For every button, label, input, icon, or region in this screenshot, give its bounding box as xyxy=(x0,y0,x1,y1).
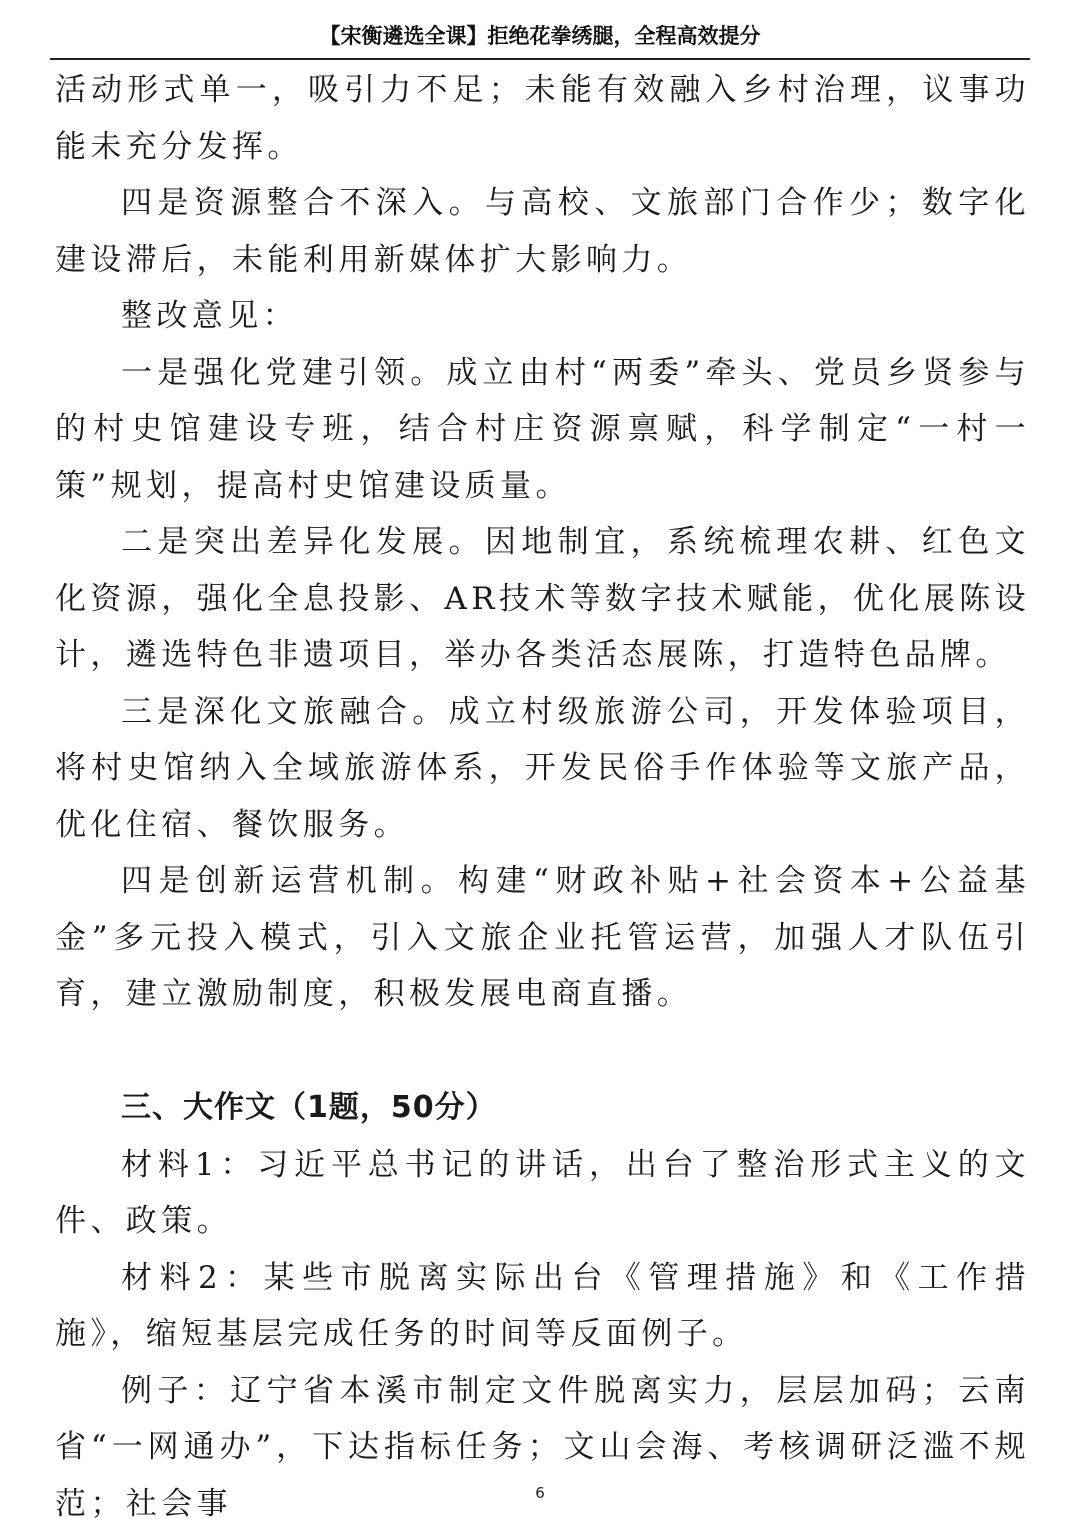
paragraph-continuation: 活动形式单一，吸引力不足；未能有效融入乡村治理，议事功能未充分发挥。 xyxy=(55,62,1030,175)
page-number: 6 xyxy=(0,1484,1080,1502)
material-two: 材料2：某些市脱离实际出台《管理措施》和《工作措施》，缩短基层完成任务的时间等反面例子。 xyxy=(55,1250,1030,1363)
page-header: 【宋衡遴选全课】拒绝花拳绣腿，全程高效提分 xyxy=(0,22,1080,50)
paragraph-point-four: 四是资源整合不深入。与高校、文旅部门合作少；数字化建设滞后，未能利用新媒体扩大影响力。 xyxy=(55,175,1030,288)
suggestion-one: 一是强化党建引领。成立由村“两委”牵头、党员乡贤参与的村史馆建设专班，结合村庄资源禀赋，科学制定“一村一策”规划，提高村史馆建设质量。 xyxy=(55,345,1030,515)
section-heading: 三、大作文（1题，50分） xyxy=(55,1079,1030,1137)
header-divider xyxy=(50,58,1030,60)
example-paragraph: 例子：辽宁省本溪市制定文件脱离实力，层层加码；云南省“一网通办”，下达指标任务；文山会海、考核调研泛滥不规范；社会事 xyxy=(55,1363,1030,1532)
suggestion-two: 二是突出差异化发展。因地制宜，系统梳理农耕、红色文化资源，强化全息投影、AR技术等数字技术赋能，优化展陈设计，遴选特色非遗项目，举办各类活态展陈，打造特色品牌。 xyxy=(55,514,1030,684)
material-one: 材料1：习近平总书记的讲话，出台了整治形式主义的文件、政策。 xyxy=(55,1137,1030,1250)
document-body xyxy=(55,62,1030,1532)
suggestion-three: 三是深化文旅融合。成立村级旅游公司，开发体验项目，将村史馆纳入全域旅游体系，开发民俗手作体验等文旅产品，优化住宿、餐饮服务。 xyxy=(55,684,1030,854)
suggestion-four: 四是创新运营机制。构建“财政补贴+社会资本+公益基金”多元投入模式，引入文旅企业托管运营，加强人才队伍引育，建立激励制度，积极发展电商直播。 xyxy=(55,853,1030,1023)
rectification-title: 整改意见： xyxy=(55,288,1030,345)
section-spacer xyxy=(55,1023,1030,1079)
